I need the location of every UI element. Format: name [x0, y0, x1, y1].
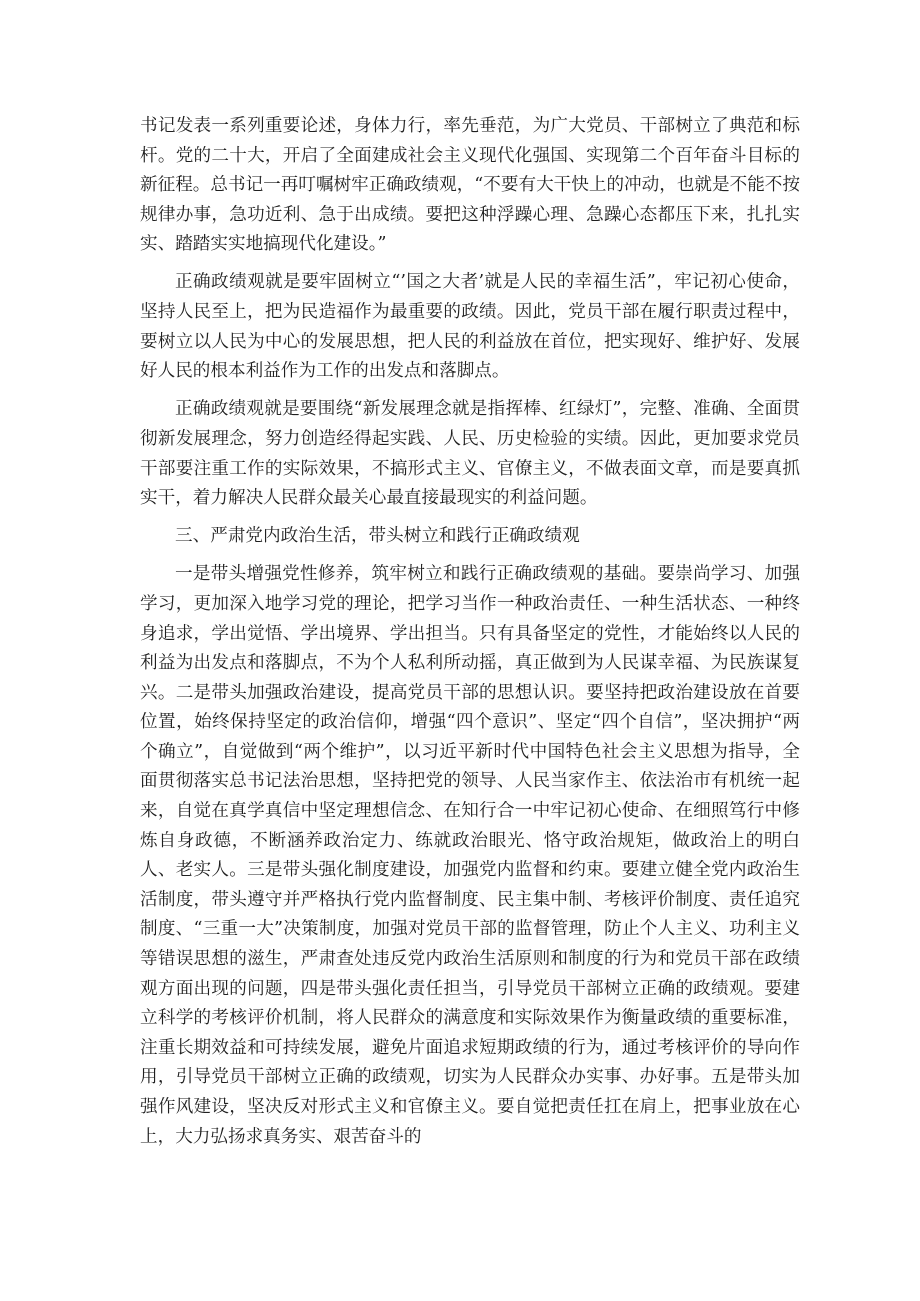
paragraph-3: 正确政绩观就是要围绕“新发展理念就是指挥棒、红绿灯”，完整、准确、全面贯彻新发展理念，努力创造经得起实践、人民、历史检验的实绩。因此，更加要求党员干部要注重工作的实际效果，不搞形式主义、官僚主义，不做表面文章，而是要真抓实干，着力解决人民群众最关心最直接最现实的利益问题。: [140, 399, 800, 509]
paragraph-1: 书记发表一系列重要论述，身体力行，率先垂范，为广大党员、干部树立了典范和标杆。党的二十大，开启了全面建成社会主义现代化强国、实现第二个百年奋斗目标的新征程。总书记一再叮嘱树牢正确政绩观，“不要有大干快上的冲动，也就是不能不按规律办事，急功近利、急于出成绩。要把这种浮躁心理、急躁心态都压下来，扎扎实实、踏踏实实地搞现代化建设。”: [140, 116, 800, 255]
section-heading: 三、严肃党内政治生活，带头树立和践行正确政绩观: [175, 526, 580, 547]
paragraph-4: 一是带头增强党性修养，筑牢树立和践行正确政绩观的基础。要崇尚学习、加强学习，更加深入地学习党的理论，把学习当作一种政治责任、一种生活状态、一种终身追求，学出觉悟、学出境界、学出担当。只有具备坚定的党性，才能始终以人民的利益为出发点和落脚点，不为个人私利所动摇，真正做到为人民谋幸福、为民族谋复兴。二是带头加强政治建设，提高党员干部的思想认识。要坚持把政治建设放在首要位置，始终保持坚定的政治信仰，增强“四个意识”、坚定“四个自信”，坚决拥护“两个确立”，自觉做到“两个维护”，以习近平新时代中国特色社会主义思想为指导，全面贯彻落实总书记法治思想，坚持把党的领导、人民当家作主、依法治市有机统一起来，自觉在真学真信中坚定理想信念、在知行合一中牢记初心使命、在细照笃行中修炼自身政德，不断涵养政治定力、练就政治眼光、恪守政治规矩，做政治上的明白人、老实人。三是带头强化制度建设，加强党内监督和约束。要建立健全党内政治生活制度，带头遵守并严格执行党内监督制度、民主集中制、考核评价制度、责任追究制度、“三重一大”决策制度，加强对党员干部的监督管理，防止个人主义、功利主义等错误思想的滋生，严肃查处违反党内政治生活原则和制度的行为和党员干部在政绩观方面出现的问题，四是带头强化责任担当，引导党员干部树立正确的政绩观。要建立科学的考核评价机制，将人民群众的满意度和实际效果作为衡量政绩的重要标准，注重长期效益和可持续发展，避免片面追求短期政绩的行为，通过考核评价的导向作用，引导党员干部树立正确的政绩观，切实为人民群众办实事、办好事。五是带头加强作风建设，坚决反对形式主义和官僚主义。要自觉把责任扛在肩上，把事业放在心上，大力弘扬求真务实、艰苦奋斗的: [140, 564, 800, 1147]
document-page: [140, 112, 800, 1161]
paragraph-2: 正确政绩观就是要牢固树立“’国之大者’就是人民的幸福生活”，牢记初心使命，坚持人民至上，把为民造福作为最重要的政绩。因此，党员干部在履行职责过程中，要树立以人民为中心的发展思想，把人民的利益放在首位，把实现好、维护好、发展好人民的根本利益作为工作的出发点和落脚点。: [140, 272, 800, 382]
